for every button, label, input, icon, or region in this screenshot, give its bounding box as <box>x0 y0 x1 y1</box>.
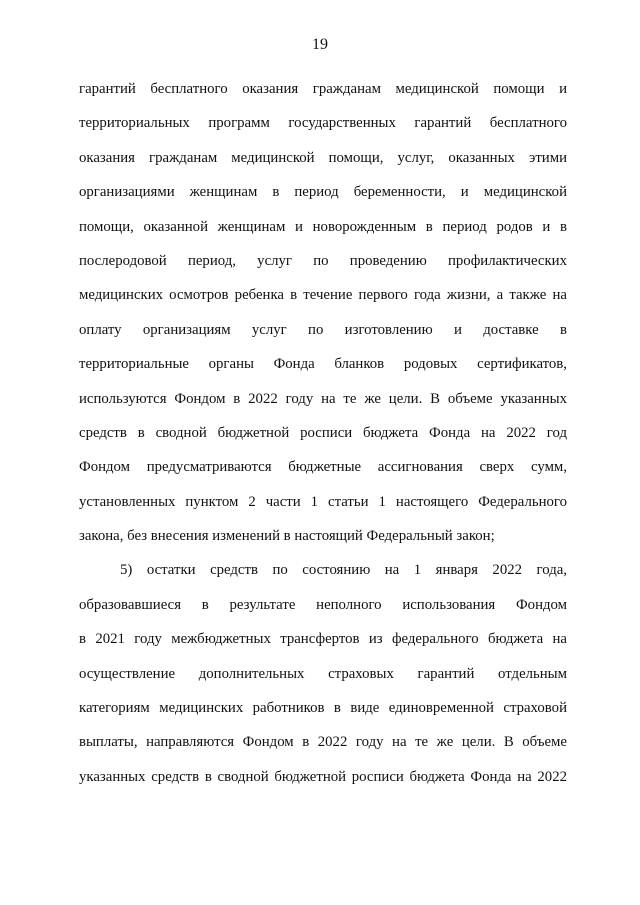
document-body <box>79 72 567 794</box>
text-line: организациями женщинам в период беременности, и медицинской <box>79 184 567 201</box>
page-number: 19 <box>312 36 328 53</box>
text-line: оплату организациям услуг по изготовлению и доставке в <box>79 321 567 338</box>
paragraph-continuation <box>79 72 567 553</box>
text-line: категориям медицинских работников в виде единовременной страховой <box>79 700 567 717</box>
text-line: образовавшиеся в результате неполного использования Фондом <box>79 596 567 613</box>
text-line: в 2021 году межбюджетных трансфертов из федерального бюджета на <box>79 631 567 648</box>
text-line: Фондом предусматриваются бюджетные ассигнования сверх сумм, <box>79 459 567 476</box>
text-line: помощи, оказанной женщинам и новорожденным в период родов и в <box>79 218 567 235</box>
text-line: установленных пунктом 2 части 1 статьи 1 настоящего Федерального <box>79 493 567 510</box>
text-line: осуществление дополнительных страховых гарантий отдельным <box>79 665 567 682</box>
text-line: указанных средств в сводной бюджетной росписи бюджета Фонда на 2022 <box>79 768 567 785</box>
text-line: средств в сводной бюджетной росписи бюджета Фонда на 2022 год <box>79 424 567 441</box>
text-line: используются Фондом в 2022 году на те же цели. В объеме указанных <box>79 390 567 407</box>
text-line: гарантий бесплатного оказания гражданам медицинской помощи и <box>79 81 567 97</box>
text-line: выплаты, направляются Фондом в 2022 году на те же цели. В объеме <box>79 734 567 751</box>
text-line: послеродовой период, услуг по проведению профилактических <box>79 252 567 269</box>
text-line: оказания гражданам медицинской помощи, услуг, оказанных этими <box>79 149 567 166</box>
paragraph-item-5 <box>79 553 567 794</box>
text-line: территориальные органы Фонда бланков родовых сертификатов, <box>79 356 567 373</box>
text-line: территориальных программ государственных гарантий бесплатного <box>79 115 567 132</box>
text-line: 5) остатки средств по состоянию на 1 января 2022 года, <box>120 562 567 579</box>
text-line: закона, без внесения изменений в настоящий Федеральный закон; <box>79 528 495 545</box>
text-line: медицинских осмотров ребенка в течение первого года жизни, а также на <box>79 287 567 304</box>
